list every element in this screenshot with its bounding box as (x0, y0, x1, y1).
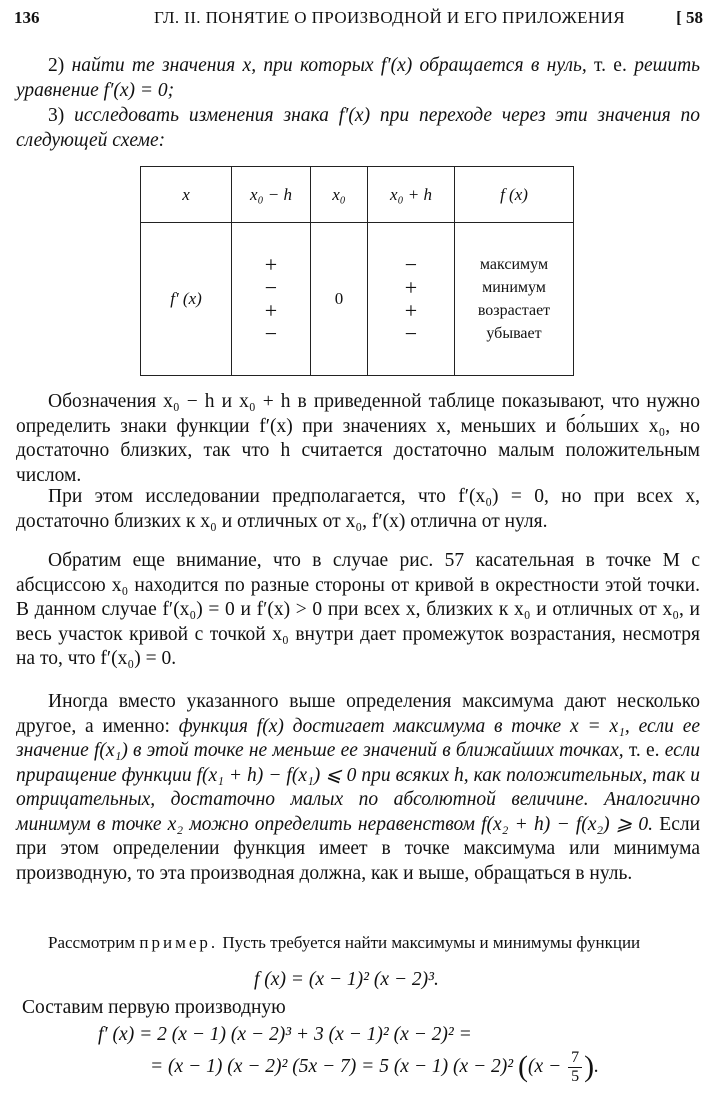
outcomes-cell (455, 223, 574, 376)
row-label: f′ (x) (141, 223, 232, 376)
sign: + (404, 298, 418, 323)
derivative-intro: Составим первую производную (22, 997, 286, 1018)
right-paren: ) (584, 1049, 595, 1083)
alt-def-statement: функция f(x) достигает максимума в точке x = x₁, если ее значение f(x₁) в этой точке не меньше ее значений в ближайших точках, (16, 715, 701, 761)
example-word: пример. (139, 933, 219, 952)
outcome: максимум (479, 256, 549, 273)
page-number: 136 (14, 8, 40, 27)
alt-def-ie: т. е. (628, 740, 660, 761)
sign: − (264, 275, 278, 300)
alt-def-increment: если приращение функции f(x₁ + h) − f(x₁) ⩽ 0 при всяких h, как положительных, так и отрицательных, достаточно малых по абсолютной величине. Аналогично минимум в точке x₂ можно определить неравенством f(x₂ + h) − f(x₂) ⩾ 0. (16, 740, 700, 835)
paragraph-alt-definition (16, 690, 700, 886)
step-2-number: 2) (48, 55, 65, 76)
step-2-ie: т. е. (594, 55, 627, 76)
sign: − (264, 321, 278, 346)
header-x0-plus-h: x₀ + h (368, 167, 455, 223)
derivative-factored: = (x − 1) (x − 2)² (5x − 7) = 5 (x − 1) (x − 2)² (150, 1055, 519, 1077)
alt-def-intro: Иногда вместо указанного выше определения максимума дают несколько другое, а именно: (16, 691, 700, 737)
outcome: возрастает (477, 302, 551, 319)
step-3 (16, 104, 700, 153)
fraction-seven-fifths (568, 1049, 582, 1086)
derivative-line-1: f′ (x) = 2 (x − 1) (x − 2)³ + 3 (x − 1)² (x − 2)² = (98, 1024, 472, 1045)
fraction-denominator: 5 (571, 1068, 580, 1085)
derivative-end: . (594, 1055, 599, 1077)
sign: + (264, 298, 278, 323)
step-3-text: исследовать изменения знака f′(x) при переходе через эти значения по следующей схеме: (16, 105, 701, 151)
example-lead: Рассмотрим (48, 933, 136, 952)
header-x0: x₀ (311, 167, 368, 223)
outcome: убывает (486, 325, 542, 342)
step-3-number: 3) (48, 105, 65, 126)
table-row (141, 223, 574, 376)
left-paren: ( (518, 1049, 529, 1083)
header-x: x (141, 167, 232, 223)
derivative-line-2 (150, 1049, 599, 1086)
alt-def-conclusion: Если при этом определении функция имеет в точке максимума или минимума производную, то эта производная должна, как и выше, обращаться в нуль. (16, 813, 701, 884)
step-2 (16, 54, 700, 103)
center-value: 0 (311, 223, 368, 376)
step-2-equation: решить уравнение f′(x) = 0; (16, 55, 701, 101)
sign: + (404, 275, 418, 300)
fraction-numerator: 7 (568, 1049, 582, 1068)
running-header (14, 8, 703, 32)
left-signs-cell (232, 223, 311, 376)
example-rest: Пусть требуется найти максимумы и минимумы функции (222, 933, 641, 952)
table-header-row (141, 167, 574, 223)
step-2-text: найти те значения x, при которых f′(x) обращается в нуль, (71, 55, 587, 76)
chapter-title: ГЛ. II. ПОНЯТИЕ О ПРОИЗВОДНОЙ И ЕГО ПРИЛОЖЕНИЯ (154, 8, 625, 27)
sign: − (404, 321, 418, 346)
paragraph-remark: Обратим еще внимание, что в случае рис. 57 касательная в точке M с абсциссою x₀ находится по разные стороны от кривой в окрестности этой точки. В данном случае f′(x₀) = 0 и f′(x) > 0 при всех x, близких к x₀ и отличных от x₀, и весь участок кривой с точкой x₀ внутри дает промежуток возрастания, несмотря на то, что f′(x₀) = 0. (16, 550, 700, 669)
paragraph-assumption: При этом исследовании предполагается, что f′(x₀) = 0, но при всех x, достаточно близких к x₀ и отличных от x₀, f′(x) отлична от нуля. (16, 486, 700, 532)
right-signs-cell (368, 223, 455, 376)
sign-scheme-table (140, 166, 574, 376)
sign: − (404, 252, 418, 277)
sign: + (264, 252, 278, 277)
header-x0-minus-h: x₀ − h (232, 167, 311, 223)
example-function: f (x) = (x − 1)² (x − 2)³. (254, 969, 439, 990)
section-number: [ 58 (676, 8, 703, 27)
paragraph-notation: Обозначения x₀ − h и x₀ + h в приведенной таблице показывают, что нужно определить знаки функции f′(x) при значениях x, меньших и бо́льших x₀, но достаточно близких, так что h считается достаточно малым положительным числом. (16, 391, 700, 486)
derivative-paren-left: (x − (528, 1055, 562, 1077)
outcome: минимум (482, 279, 546, 296)
header-fx: f (x) (455, 167, 574, 223)
example-intro (16, 932, 700, 953)
